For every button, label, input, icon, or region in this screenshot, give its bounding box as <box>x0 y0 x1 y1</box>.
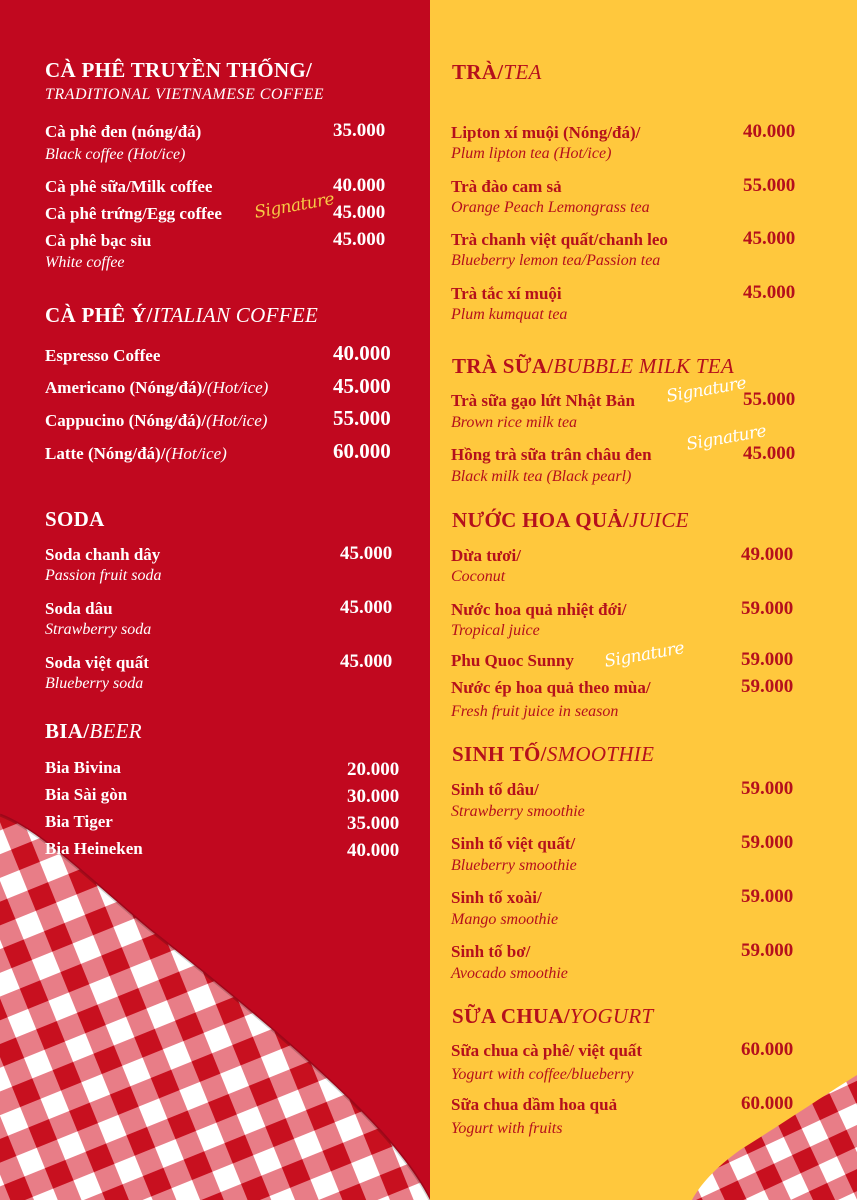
item-mango-smoothie-price: 59.000 <box>741 886 794 907</box>
item-kumquat-tea-price: 45.000 <box>743 282 796 303</box>
item-black-milk-tea-en: Black milk tea (Black pearl) <box>451 468 632 485</box>
item-bivina-price: 20.000 <box>347 759 400 780</box>
smoothie-title: SINH TỐ/SMOOTHIE <box>452 742 655 766</box>
item-blueberry-soda-en: Blueberry soda <box>45 675 144 692</box>
item-peach-tea-price: 55.000 <box>743 175 796 196</box>
item-passion-soda-en: Passion fruit soda <box>45 567 162 584</box>
item-black-coffee-en: Black coffee (Hot/ice) <box>45 146 186 163</box>
item-milk-coffee-price: 40.000 <box>333 175 386 196</box>
item-americano-name: Americano (Nóng/đá)/(Hot/ice) <box>45 378 269 397</box>
item-tropical-juice-en: Tropical juice <box>451 622 540 639</box>
item-mango-smoothie-name: Sinh tố xoài/ <box>451 888 542 907</box>
item-fruit-yogurt-name: Sữa chua dầm hoa quả <box>451 1095 618 1114</box>
item-heineken-price: 40.000 <box>347 840 400 861</box>
item-espresso-price: 40.000 <box>333 341 391 365</box>
item-strawberry-soda-name: Soda dâu <box>45 599 113 618</box>
item-americano-price: 45.000 <box>333 374 391 398</box>
item-tropical-juice-name: Nước hoa quả nhiệt đới/ <box>451 600 627 619</box>
item-blueberry-tea-name: Trà chanh việt quất/chanh leo <box>451 230 668 249</box>
item-strawberry-smoothie-en: Strawberry smoothie <box>451 803 585 820</box>
item-avocado-smoothie-name: Sinh tố bơ/ <box>451 942 531 961</box>
item-seasonal-juice-en: Fresh fruit juice in season <box>451 703 619 720</box>
item-white-coffee-en: White coffee <box>45 254 125 271</box>
item-white-coffee-price: 45.000 <box>333 229 386 250</box>
item-cappucino-name: Cappucino (Nóng/đá)/(Hot/ice) <box>45 411 268 430</box>
item-black-coffee-name: Cà phê đen (nóng/đá) <box>45 122 202 141</box>
item-blueberry-soda-name: Soda việt quất <box>45 653 149 672</box>
item-peach-tea-name: Trà đào cam sả <box>451 177 562 196</box>
item-strawberry-soda-price: 45.000 <box>340 597 393 618</box>
item-fruit-yogurt-en: Yogurt with fruits <box>451 1120 563 1137</box>
item-tiger-name: Bia Tiger <box>45 812 113 831</box>
item-saigon-name: Bia Sài gòn <box>45 785 128 804</box>
right-menu-panel <box>430 0 857 1200</box>
item-phu-quoc-sunny-name: Phu Quoc Sunny <box>451 651 574 670</box>
item-coffee-yogurt-name: Sữa chua cà phê/ việt quất <box>451 1041 643 1060</box>
item-saigon-price: 30.000 <box>347 786 400 807</box>
item-egg-coffee-name: Cà phê trứng/Egg coffee <box>45 204 222 223</box>
item-fruit-yogurt-price: 60.000 <box>741 1093 794 1114</box>
item-coconut-en: Coconut <box>451 568 506 585</box>
item-coffee-yogurt-en: Yogurt with coffee/blueberry <box>451 1066 634 1083</box>
item-avocado-smoothie-price: 59.000 <box>741 940 794 961</box>
milk-tea-title: TRÀ SỮA/BUBBLE MILK TEA <box>452 354 735 378</box>
yogurt-title: SỮA CHUA/YOGURT <box>452 1004 654 1028</box>
item-strawberry-smoothie-price: 59.000 <box>741 778 794 799</box>
item-kumquat-tea-en: Plum kumquat tea <box>451 306 568 323</box>
item-blueberry-smoothie-en: Blueberry smoothie <box>451 857 577 874</box>
traditional-coffee-subtitle: TRADITIONAL VIETNAMESE COFFEE <box>45 86 325 103</box>
item-heineken-name: Bia Heineken <box>45 839 143 858</box>
item-strawberry-soda-en: Strawberry soda <box>45 621 152 638</box>
item-cappucino-price: 55.000 <box>333 406 391 430</box>
signature-badge-egg-coffee: Signature <box>252 189 336 223</box>
item-avocado-smoothie-en: Avocado smoothie <box>451 965 568 982</box>
soda-title: SODA <box>45 507 105 531</box>
beer-title: BIA/BEER <box>45 719 142 743</box>
item-passion-soda-price: 45.000 <box>340 543 393 564</box>
item-peach-tea-en: Orange Peach Lemongrass tea <box>451 199 650 216</box>
item-coffee-yogurt-price: 60.000 <box>741 1039 794 1060</box>
item-coconut-name: Dừa tươi/ <box>451 546 521 565</box>
item-tiger-price: 35.000 <box>347 813 400 834</box>
item-black-coffee-price: 35.000 <box>333 120 386 141</box>
item-phu-quoc-sunny-price: 59.000 <box>741 649 794 670</box>
signature-badge-brown-rice: Signature <box>664 373 748 407</box>
item-milk-coffee-name: Cà phê sữa/Milk coffee <box>45 177 213 196</box>
item-blueberry-tea-en: Blueberry lemon tea/Passion tea <box>451 252 661 269</box>
item-latte-name: Latte (Nóng/đá)/(Hot/ice) <box>45 444 227 463</box>
item-seasonal-juice-name: Nước ép hoa quả theo mùa/ <box>451 678 651 697</box>
tea-title: TRÀ/TEA <box>452 60 542 84</box>
item-seasonal-juice-price: 59.000 <box>741 676 794 697</box>
item-lipton-en: Plum lipton tea (Hot/ice) <box>451 145 612 162</box>
item-strawberry-smoothie-name: Sinh tố dâu/ <box>451 780 539 799</box>
item-espresso-name: Espresso Coffee <box>45 346 161 365</box>
item-black-milk-tea-price: 45.000 <box>743 443 796 464</box>
item-brown-rice-milk-tea-price: 55.000 <box>743 389 796 410</box>
signature-badge-black-milk-tea: Signature <box>684 421 768 455</box>
item-brown-rice-milk-tea-name: Trà sữa gạo lứt Nhật Bản <box>451 391 635 410</box>
traditional-coffee-title: CÀ PHÊ TRUYỀN THỐNG/ <box>45 58 313 82</box>
item-white-coffee-name: Cà phê bạc sỉu <box>45 231 152 250</box>
italian-coffee-title: CÀ PHÊ Ý/ITALIAN COFFEE <box>45 303 319 327</box>
item-mango-smoothie-en: Mango smoothie <box>451 911 559 928</box>
item-lipton-price: 40.000 <box>743 121 796 142</box>
item-blueberry-smoothie-price: 59.000 <box>741 832 794 853</box>
item-passion-soda-name: Soda chanh dây <box>45 545 161 564</box>
item-latte-price: 60.000 <box>333 439 391 463</box>
item-tropical-juice-price: 59.000 <box>741 598 794 619</box>
item-lipton-name: Lipton xí muội (Nóng/đá)/ <box>451 123 641 142</box>
signature-badge-phu-quoc-sunny: Signature <box>602 638 686 672</box>
item-bivina-name: Bia Bivina <box>45 758 122 777</box>
item-kumquat-tea-name: Trà tắc xí muội <box>451 284 562 303</box>
item-blueberry-soda-price: 45.000 <box>340 651 393 672</box>
item-brown-rice-milk-tea-en: Brown rice milk tea <box>451 414 578 431</box>
juice-title: NƯỚC HOA QUẢ/JUICE <box>452 508 689 532</box>
item-coconut-price: 49.000 <box>741 544 794 565</box>
item-egg-coffee-price: 45.000 <box>333 202 386 223</box>
item-blueberry-tea-price: 45.000 <box>743 228 796 249</box>
item-black-milk-tea-name: Hồng trà sữa trân châu đen <box>451 445 652 464</box>
item-blueberry-smoothie-name: Sinh tố việt quất/ <box>451 834 576 853</box>
